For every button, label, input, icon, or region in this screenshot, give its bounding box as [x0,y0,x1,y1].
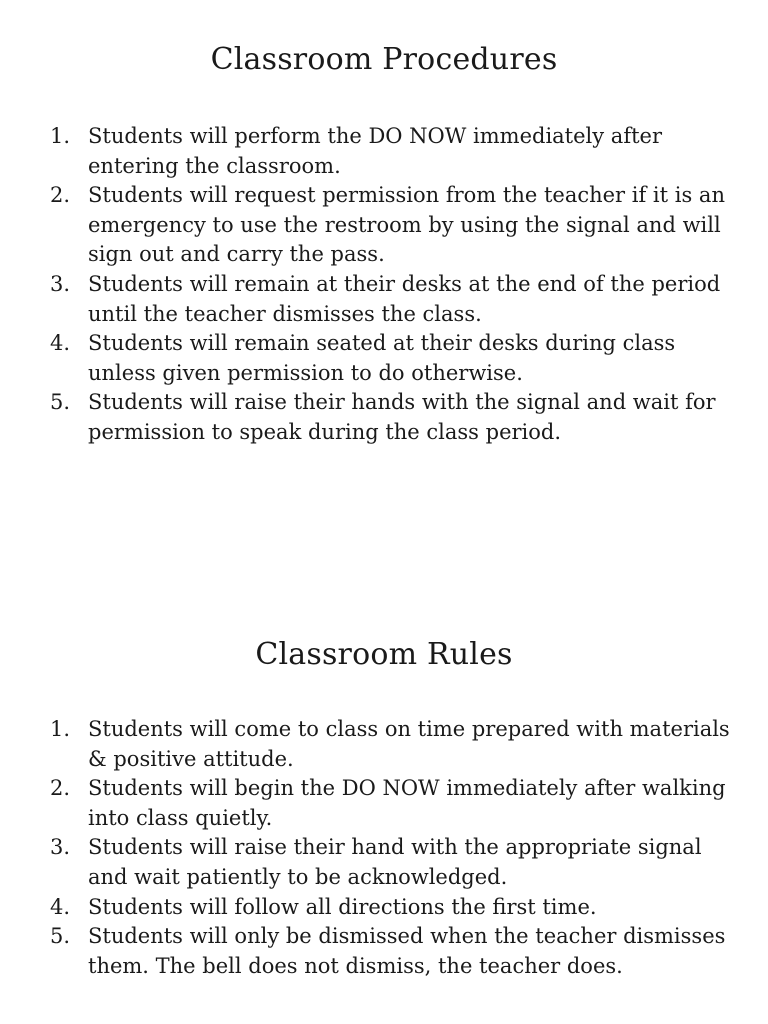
item-text: Students will perform the DO NOW immediately after entering the classroom. [88,124,663,178]
item-text: Students will raise their hands with the signal and wait for permission to speak during the class period. [88,390,716,444]
rule-item [50,715,740,774]
item-number: 2. [50,776,71,801]
item-number: 3. [50,271,71,296]
procedure-item [50,388,740,447]
rules-section [0,635,768,978]
item-number: 4. [50,894,71,919]
item-number: 4. [50,331,71,356]
item-number: 1. [50,124,71,148]
item-text: Students will follow all directions the first time. [88,894,597,919]
procedure-item [50,122,740,181]
item-number: 1. [50,717,71,741]
item-number: 2. [50,183,71,208]
rule-item [50,893,740,923]
item-text: Students will come to class on time prepared with materials & positive attitude. [88,717,730,771]
item-text: Students will begin the DO NOW immediately after walking into class quietly. [88,776,726,830]
rules-list [50,715,740,981]
procedure-item [50,270,740,329]
rule-item [50,774,740,833]
item-number: 3. [50,835,71,860]
item-number: 5. [50,390,71,415]
procedures-title: Classroom Procedures [210,42,558,77]
item-text: Students will remain at their desks at the end of the period until the teacher dismisses the class. [88,271,721,326]
rules-title: Classroom Rules [255,637,513,672]
item-text: Students will only be dismissed when the teacher dismisses them. The bell does not dismiss, the teacher does. [88,924,726,978]
rule-item [50,922,740,981]
procedure-item [50,181,740,270]
rule-item [50,833,740,892]
item-text: Students will request permission from the teacher if it is an emergency to use the restroom by using the signal and will sign out and carry the pass. [88,183,725,267]
procedure-item [50,329,740,388]
procedures-section [0,40,768,444]
item-number: 5. [50,924,71,949]
item-text: Students will remain seated at their desks during class unless given permission to do otherwise. [88,331,676,385]
item-text: Students will raise their hand with the appropriate signal and wait patiently to be acknowledged. [88,835,702,889]
procedures-list [50,122,740,448]
